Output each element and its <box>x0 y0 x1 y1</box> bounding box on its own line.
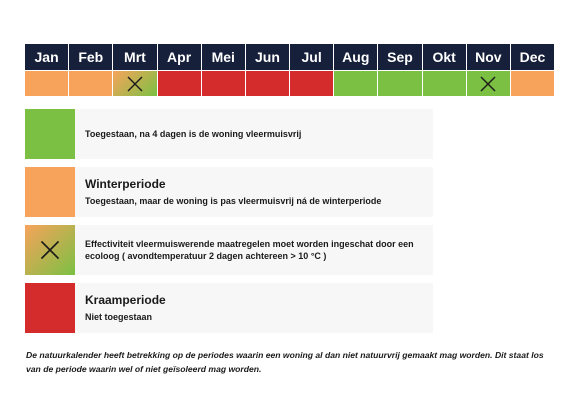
legend-description: Toegestaan, na 4 dagen is de woning vleermuisvrij <box>85 129 302 139</box>
month-label-aug: Aug <box>334 44 378 70</box>
legend-title: Kraamperiode <box>85 293 166 307</box>
month-status-cell-apr <box>158 71 202 96</box>
month-status-cell-feb <box>69 71 113 96</box>
legend-description: Effectiviteit vleermuiswerende maatregelen moet worden ingeschat door een ecoloog ( avondtemperatuur 2 dagen achtereen > 10 °C ) <box>85 239 414 261</box>
legend-description: Niet toegestaan <box>85 312 153 322</box>
legend-swatch-orange <box>25 167 75 217</box>
month-label-dec: Dec <box>519 49 546 65</box>
legend-description: Toegestaan, maar de woning is pas vleermuisvrij ná de winterperiode <box>85 196 382 206</box>
month-label-jul: Jul <box>290 44 334 70</box>
legend-text <box>75 177 381 207</box>
month-label-sep: Sep <box>378 44 422 70</box>
month-label-okt: Okt <box>423 44 467 70</box>
legend-title: Winterperiode <box>85 177 166 191</box>
cross-icon <box>39 239 61 261</box>
legend-swatch-gradient <box>25 225 75 275</box>
legend-item-breeding <box>25 283 433 333</box>
legend-item-ecologist <box>25 225 433 275</box>
month-label-mei: Mei <box>202 44 246 70</box>
legend-item-allowed <box>25 109 433 159</box>
month-header-row <box>25 44 554 70</box>
month-label-nov: Nov <box>467 44 511 70</box>
month-status-cell-mrt <box>113 71 157 96</box>
cross-icon <box>126 75 144 93</box>
month-status-cell-nov <box>467 71 511 96</box>
month-label-mrt: Mrt <box>113 44 157 70</box>
legend-swatch-green <box>25 109 75 159</box>
legend-text <box>75 238 433 262</box>
month-label-jun: Jun <box>246 44 290 70</box>
month-label-feb: Feb <box>69 44 113 70</box>
footnote: De natuurkalender heeft betrekking op de periodes waarin een woning al dan niet natuurvrij gemaakt mag worden. Dit staat los van de periode waarin wel of niet geïsoleerd mag worden. <box>26 350 544 374</box>
month-label-jan: Jan <box>25 44 69 70</box>
cross-icon <box>479 75 497 93</box>
month-status-cell-sep <box>378 71 422 96</box>
month-status-cell-mei <box>202 71 246 96</box>
month-label-apr: Apr <box>158 44 202 70</box>
month-status-cell-dec <box>511 71 554 96</box>
month-status-cell-jun <box>246 71 290 96</box>
legend-text <box>75 293 166 323</box>
month-status-cell-aug <box>334 71 378 96</box>
month-status-cell-jan <box>25 71 69 96</box>
month-status-cell-okt <box>423 71 467 96</box>
legend-text <box>75 128 301 140</box>
month-status-cell-jul <box>290 71 334 96</box>
month-status-row <box>25 71 554 96</box>
legend-item-winter <box>25 167 433 217</box>
legend-swatch-red <box>25 283 75 333</box>
